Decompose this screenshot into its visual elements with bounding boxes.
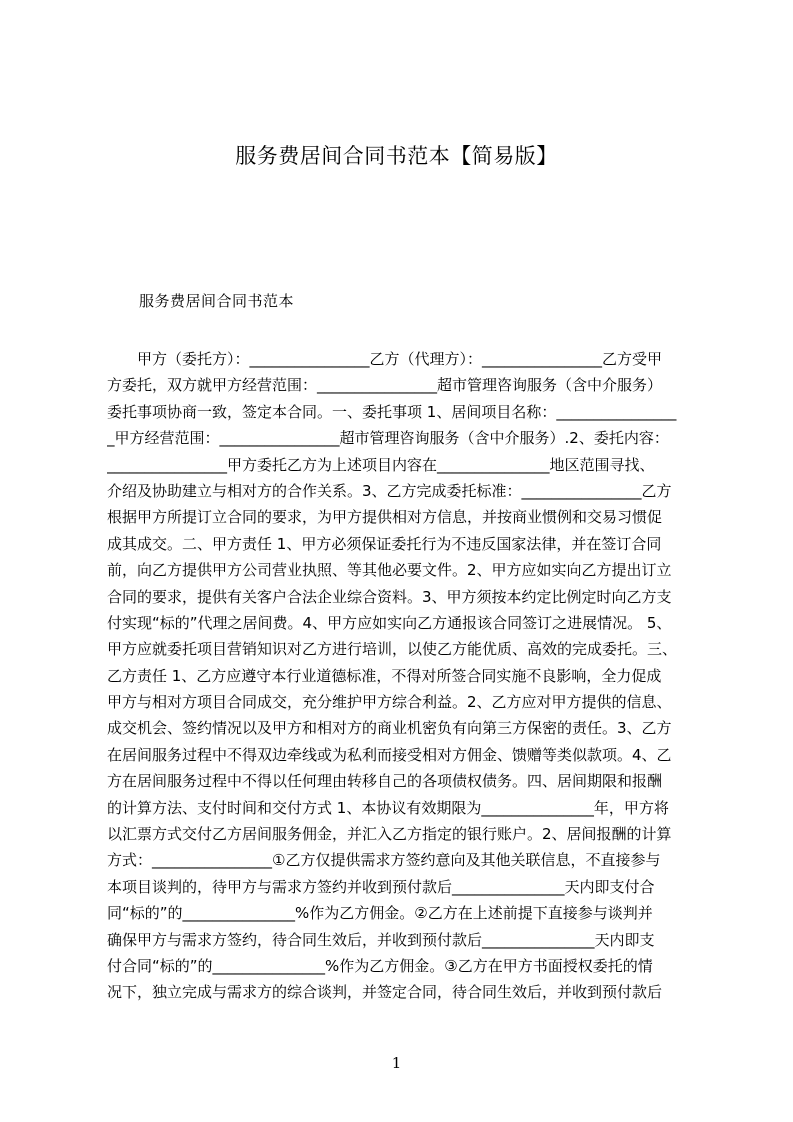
body-line: 根据甲方所提订立合同的要求，为甲方提供相对方信息，并按商业惯例和交易习惯促 [107, 508, 663, 527]
body-line: 前，向乙方提供甲方公司营业执照、等其他必要文件。2、甲方应如实向乙方提出订立 [107, 561, 672, 580]
body-line: 委托事项协商一致，签定本合同。一、委托事项 1、居间项目名称：________________ [107, 402, 677, 421]
body-line: 方式：________________①乙方仅提供需求方签约意向及其他关联信息，不直接参与 [107, 851, 661, 870]
body-line: 方委托，双方就甲方经营范围：________________超市管理咨询服务（含中介服务） [107, 376, 663, 395]
body-line: 本项目谈判的，待甲方与需求方签约并收到预付款后_______________天内即支付合 [107, 877, 655, 896]
body-line: 乙方责任 1、乙方应遵守本行业道德标准，不得对所签合同实施不良影响，全力促成 [107, 666, 662, 685]
body-line: 以汇票方式交付乙方居间服务佣金，并汇入乙方指定的银行账户。2、居间报酬的计算 [107, 825, 672, 844]
document-subtitle: 服务费居间合同书范本 [139, 292, 295, 310]
body-line: 甲方应就委托项目营销知识对乙方进行培训，以使乙方能优质、高效的完成委托。三、 [107, 640, 678, 659]
body-line: 介绍及协助建立与相对方的合作关系。3、乙方完成委托标准：________________乙方 [107, 481, 672, 500]
body-line: _甲方经营范围：________________超市管理咨询服务（含中介服务）.2、委托内容： [107, 429, 669, 448]
body-line: ________________甲方委托乙方为上述项目内容在_______________地区范围寻找、 [107, 455, 655, 474]
body-line: 成交机会、签约情况以及甲方和相对方的商业机密负有向第三方保密的责任。3、乙方 [107, 719, 672, 738]
body-line: 在居间服务过程中不得双边牵线或为私利而接受相对方佣金、馈赠等类似款项。4、乙 [107, 745, 672, 764]
body-line: 付合同“标的”的_______________%作为乙方佣金。③乙方在甲方书面授权委托的情 [107, 956, 653, 975]
page-number: 1 [391, 1054, 402, 1072]
body-line: 况下，独立完成与需求方的综合谈判，并签定合同，待合同生效后，并收到预付款后 [107, 983, 663, 1002]
body-line: 合同的要求，提供有关客户合法企业综合资料。3、甲方须按本约定比例定时向乙方支 [107, 587, 672, 606]
body-line: 的计算方法、支付时间和交付方式 1、本协议有效期限为_______________年，甲方将 [107, 798, 669, 817]
body-line: 甲方与相对方项目合同成交，充分维护甲方综合利益。2、乙方应对甲方提供的信息、 [107, 693, 672, 712]
contract-body [107, 346, 697, 1006]
body-line: 甲方（委托方）：________________乙方（代理方）：________________乙方受甲 [107, 350, 663, 368]
body-line: 付实现“标的”代理之居间费。4、甲方应如实向乙方通报该合同签订之进展情况。 5、 [107, 613, 672, 632]
body-line: 成其成交。二、甲方责任 1、甲方必须保证委托行为不违反国家法律，并在签订合同 [107, 534, 662, 553]
body-line: 方在居间服务过程中不得以任何理由转移自己的各项债权债务。四、居间期限和报酬 [107, 772, 663, 791]
body-line: 同“标的”的_______________%作为乙方佣金。②乙方在上述前提下直接参与谈判并 [107, 904, 653, 923]
body-line: 确保甲方与需求方签约，待合同生效后，并收到预付款后_______________天内即支 [107, 930, 655, 949]
document-title: 服务费居间合同书范本【简易版】 [235, 144, 558, 168]
